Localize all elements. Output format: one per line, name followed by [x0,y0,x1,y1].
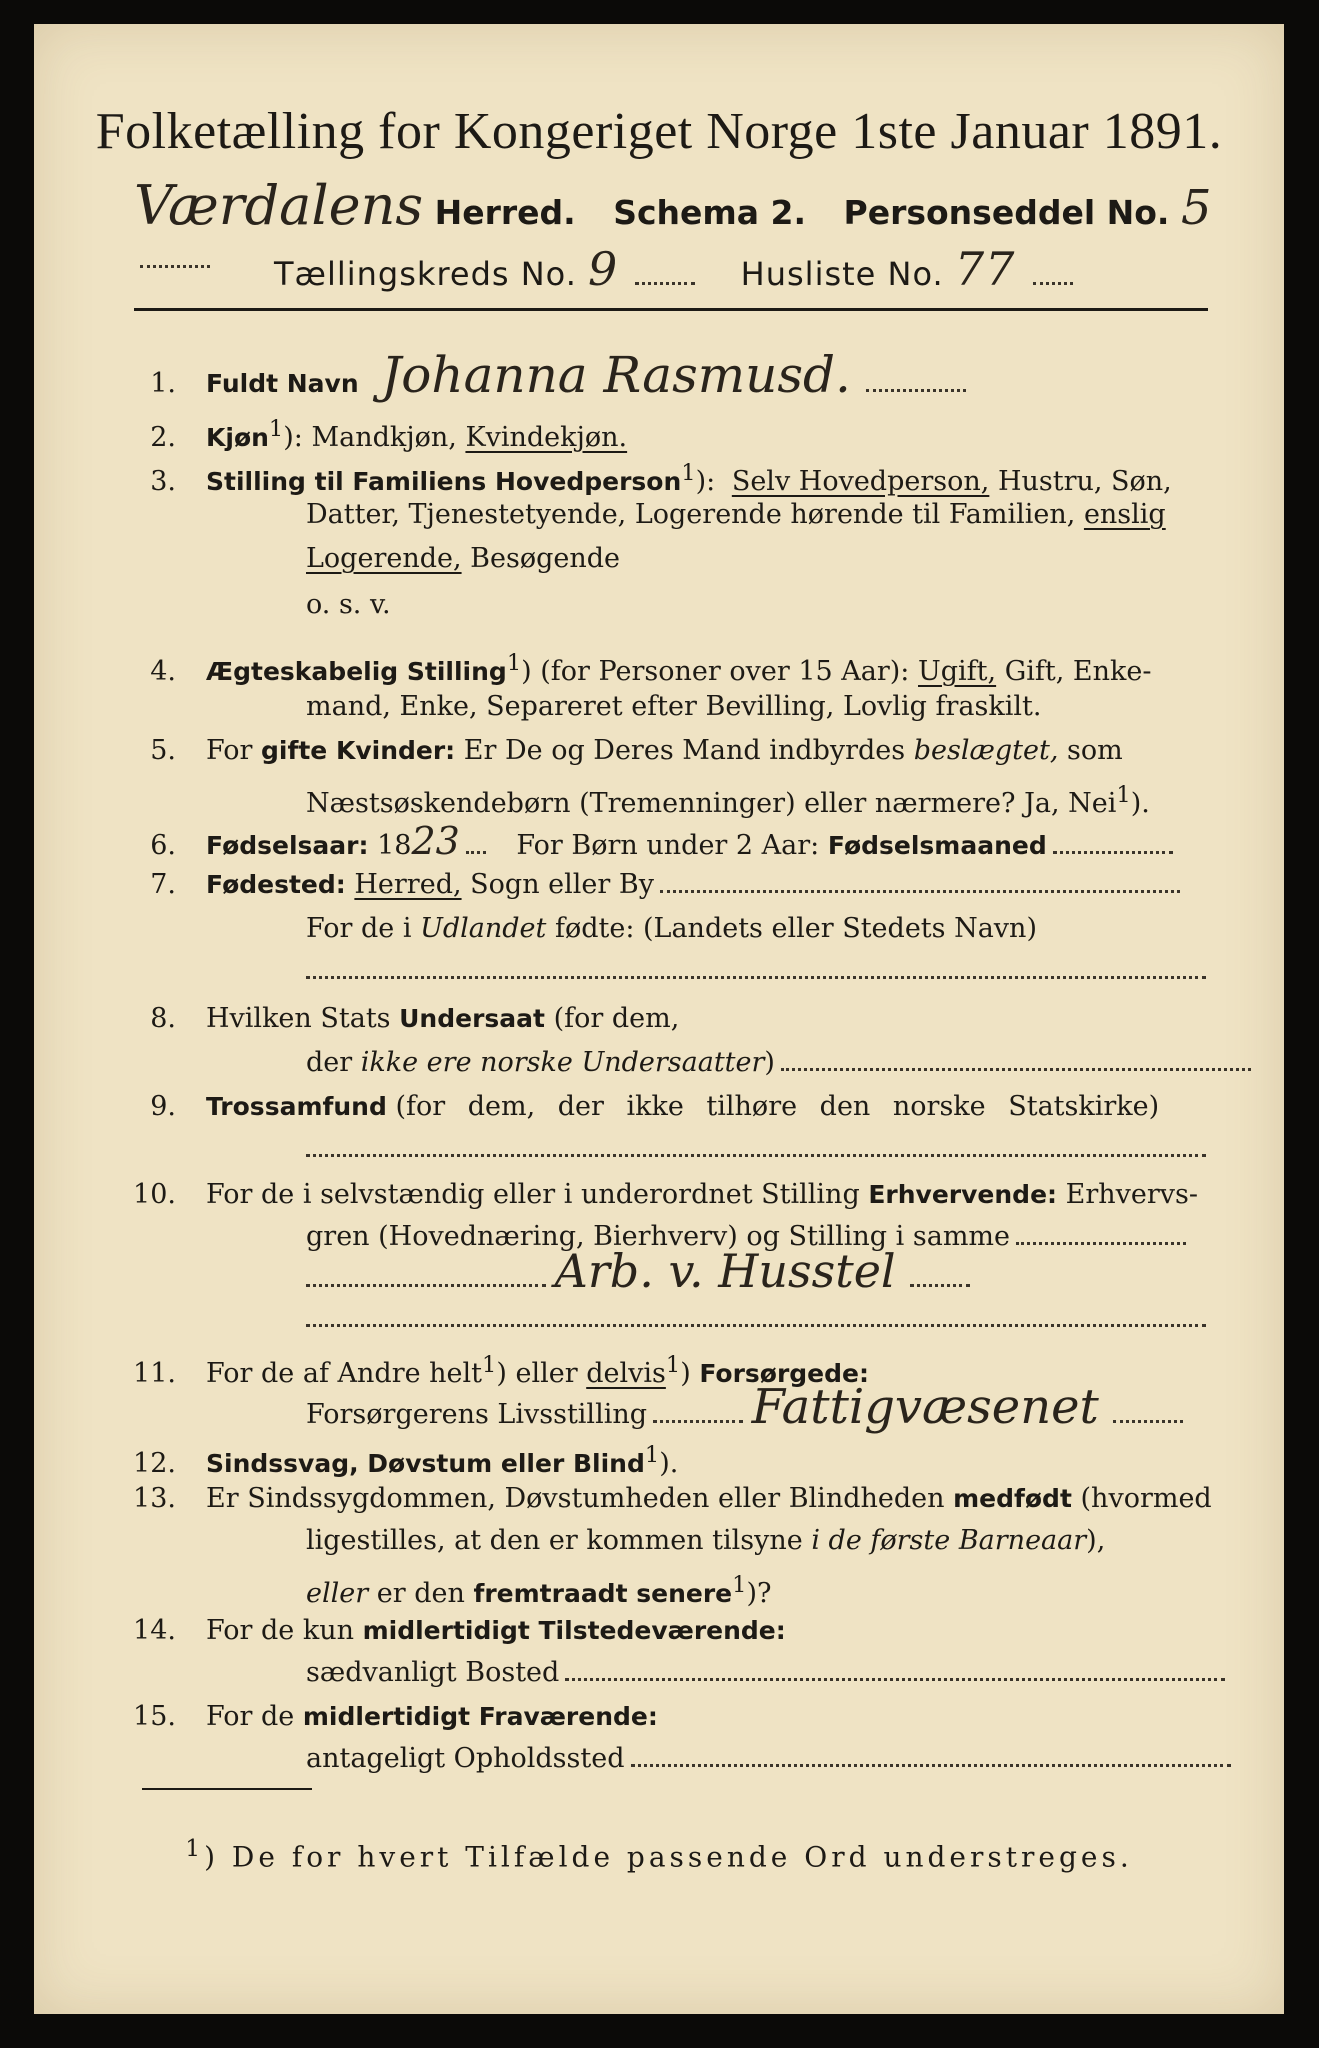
question-label: Forsørgede: [699,1359,869,1388]
question-1 [114,346,1214,405]
dotted-line [1016,1242,1186,1245]
question-label: fremtraadt senere [473,1579,733,1608]
question-text: beslægtet, [913,735,1059,766]
dotted-line [910,1284,970,1287]
option-herred-underlined: Herred, [354,869,462,900]
question-number: 15. [133,1701,176,1732]
question-14-line-2 [114,1652,1319,1694]
question-text: )? [746,1578,772,1609]
question-number: 3. [150,466,176,497]
dotted-line [866,389,966,392]
personseddel-label: Personseddel No. [843,193,1170,232]
question-text: For de i [306,913,412,944]
option-logerende-underlined: Logerende, [306,543,462,574]
dotted-line [466,851,486,854]
option-text: Hustru, Søn, [997,466,1172,497]
question-10-line-4 [114,1298,1319,1340]
question-number: 9. [150,1091,176,1122]
question-label: Fødselsmaaned [827,831,1047,860]
header-line-kreds [274,242,1073,296]
footnote-ref: 1 [506,650,522,676]
question-label: Fuldt Navn [206,369,359,398]
option-kvindekjon-underlined: Kvindekjøn. [465,422,628,453]
dotted-line [660,890,1180,893]
question-text: Hvilken Stats [206,1003,391,1034]
question-number: 12. [133,1448,176,1479]
question-number: 2. [150,422,176,453]
option-text: Datter, Tjenestetyende, Logerende hørende til Familien, [306,499,1076,530]
option-text: Besøgende [470,543,621,574]
question-text: Er Sindssygdommen, Døvstumheden eller Blindheden [206,1483,945,1514]
dotted-line [306,976,1206,979]
question-text: Er De og Deres Mand indbyrdes [463,735,906,766]
question-text: (for dem, der ikke tilhøre den norske Statskirke) [395,1091,1160,1122]
question-text: ) eller [496,1358,578,1389]
question-5-line-2: Næstsøskendebørn (Tremenninger) eller nærmere? Ja, Nei$^1$). [306,782,1150,819]
question-text: ikke ere norske Undersaatter [360,1047,765,1078]
question-label: Fødselsaar: [206,831,369,860]
dotted-line [1033,282,1073,285]
question-number: 5. [150,735,176,766]
herred-handwritten: Værdalens [134,174,424,237]
question-text: Forsørgerens Livsstilling [306,1399,648,1430]
question-label: Fødested: [206,870,346,899]
footnote-ref: 1 [681,460,696,486]
question-text: Udlandet [420,913,547,944]
question-13-line-2: ligestilles, at den er kommen tilsyne i de første Barneaar), [306,1525,1106,1556]
question-3: 3. Stilling til Familiens Hovedperson$^1$): Selv Hovedperson, Hustru, Søn, [114,452,1214,503]
husliste-value: 77 [954,242,1016,296]
option-ugift-underlined: Ugift, [918,656,997,687]
question-7-line-3 [114,950,1319,992]
dotted-line [306,1324,1206,1327]
question-label: midlertidigt Tilstedeværende: [362,1616,786,1645]
question-text: ) [680,1358,691,1389]
question-7-line-2 [114,908,1319,950]
question-13-line-3: eller er den fremtraadt senere$^1$)? [306,1572,772,1609]
option-selv-underlined: Selv Hovedperson, [731,466,990,497]
question-text: For de kun [206,1615,354,1646]
question-15 [114,1696,1214,1738]
question-9 [114,1086,1214,1128]
husliste-label: Husliste No. [740,255,944,293]
census-form [34,24,1284,2014]
dotted-line [306,1284,546,1287]
dotted-line [635,282,695,285]
question-8-line-2 [114,1042,1319,1084]
dotted-line [653,1420,743,1423]
question-5 [114,730,1214,772]
personseddel-value: 5 [1180,180,1212,236]
question-label: Ægteskabelig Stilling [206,657,507,686]
option-enslig-underlined: enslig [1083,499,1166,530]
question-12: 12. Sindssvag, Døvstum eller Blind$^1$). [114,1434,1214,1485]
option-text: ): Mandkjøn, [283,422,457,453]
question-text: Sogn eller By [470,869,654,900]
question-11: 11. For de af Andre helt$^1$) eller delvis$^1$) Forsørgede: [114,1344,1214,1395]
question-text: For [206,735,253,766]
question-6 [114,820,1214,867]
question-10-line-3 [114,1244,1319,1300]
footnote-rule [142,1788,312,1790]
dotted-line [781,1068,1251,1071]
option-text: mand, Enke, Separeret efter Bevilling, Lovlig fraskilt. [306,691,1042,722]
question-label: Kjøn [206,423,269,452]
provider-value: Fattigvæsenet [751,1379,1099,1435]
question-text: er den [376,1578,465,1609]
question-number: 7. [150,869,176,900]
footnote-ref: 1 [185,1834,205,1862]
question-number: 10. [133,1179,176,1210]
form-title: Folketælling for Kongeriget Norge 1ste Januar 1891. [95,103,1223,160]
question-text: som [1067,735,1123,766]
question-3-line-4 [114,584,1319,626]
question-label: Trossamfund [206,1092,387,1121]
question-number: 11. [133,1358,176,1389]
question-text: (hvormed [1080,1483,1212,1514]
question-text: der [306,1047,353,1078]
kreds-label: Tællingskreds No. [274,255,577,293]
question-number: 6. [150,830,176,861]
option-delvis-underlined: delvis [586,1358,666,1389]
header-rule [134,308,1208,311]
question-label: Stilling til Familiens Hovedperson [206,467,682,496]
birth-year-prefix: 18 [377,830,412,861]
question-10 [114,1174,1214,1216]
question-number: 1. [150,368,176,399]
question-text: ) [764,1047,775,1078]
question-8 [114,998,1214,1040]
question-label: Sindssvag, Døvstum eller Blind [206,1449,645,1478]
question-number: 14. [133,1615,176,1646]
question-label: gifte Kvinder: [261,736,456,765]
question-13 [114,1478,1214,1520]
dotted-line [565,1678,1225,1681]
question-number: 8. [150,1003,176,1034]
question-label: midlertidigt Fraværende: [302,1702,658,1731]
question-number: 13. [133,1483,176,1514]
question-text: (for dem, [553,1003,680,1034]
question-14 [114,1610,1214,1652]
footnote-ref: 1 [268,416,284,442]
herred-label: Herred. [434,193,576,232]
question-text: For de [206,1701,295,1732]
question-7 [114,864,1214,906]
question-label: medfødt [953,1484,1072,1513]
question-text: fødte: (Landets eller Stedets Navn) [554,913,1037,944]
question-text: For de i selvstændig eller i underordnet Stilling [206,1179,860,1210]
dotted-line [631,1764,1231,1767]
schema-label: Schema 2. [613,193,807,232]
kreds-value: 9 [588,242,619,296]
dotted-line [1053,851,1173,854]
option-text: Gift, Enke- [1004,656,1152,687]
dotted-line [140,265,210,268]
footnote-text: ) De for hvert Tilfælde passende Ord understreges. [204,1840,1133,1874]
option-text: o. s. v. [306,589,391,620]
question-text: Erhvervs- [1065,1179,1199,1210]
question-text: For Børn under 2 Aar: [516,830,820,861]
footnote [34,1834,1284,1873]
question-3-line-2 [114,494,1319,536]
option-text: ) (for Personer over 15 Aar): [521,656,910,687]
question-text: ligestilles, at den er kommen tilsyne [306,1525,803,1556]
dotted-line [306,1154,1206,1157]
question-9-line-2 [114,1128,1319,1170]
question-text: Næstsøskendebørn (Tremenninger) eller nærmere? Ja, Nei [306,788,1117,819]
question-text: i de første Barneaar [811,1525,1087,1556]
question-text: eller [306,1578,369,1609]
question-3-line-3 [114,538,1319,580]
question-label: Undersaat [399,1004,545,1033]
question-4-line-2 [114,686,1319,728]
question-11-line-2 [114,1379,1319,1436]
question-text: gren (Hovednæring, Bierhverv) og Stilling i samme [306,1221,1011,1252]
question-text: For de af Andre helt [206,1358,483,1389]
full-name-value: Johanna Rasmusd. [381,346,851,404]
question-15-line-2 [114,1738,1319,1780]
question-label: Erhvervende: [868,1180,1058,1209]
question-text: antageligt Opholdssted [306,1743,625,1774]
birth-year-value: 23 [411,819,460,863]
occupation-value: Arb. v. Husstel [554,1244,896,1298]
question-text: sædvanligt Bosted [306,1657,560,1688]
question-number: 4. [150,656,176,687]
question-text: ). [659,1448,679,1479]
dotted-line [1113,1420,1183,1423]
